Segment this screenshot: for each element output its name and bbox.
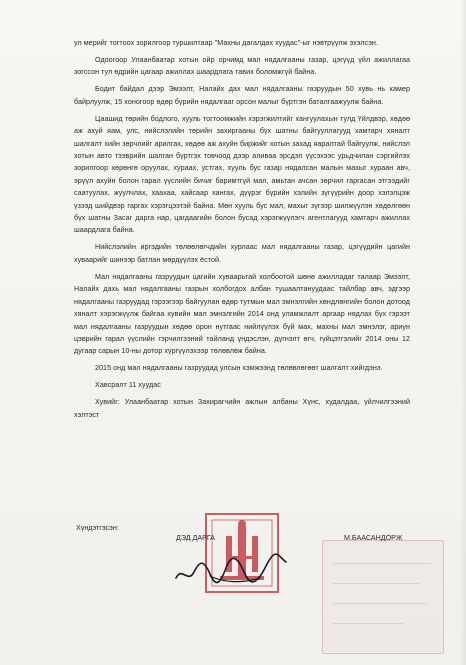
paragraph: Мал нядалгааны газруудын цагийн хуваарьтай холбоотой шөнө ажилладаг талаар Эмээлт, Налайх дахь мал нядалгааны газрын холбогдох албан тушаалтануудаас тайлбар авч, эдгээр нядалгааны газруудад гэрээгээр байгуулан өдөр тутмын мал эмнэлгийн хөндлөнгийн болон дотоод хяналт хэрэгжүүлж байгаа хувийн мал эмнэлгийн 2014 онд уламжлалт аргаар нядлах бүх гэрээт мал нядалгааны газруудын хөдөө орон нутгаас нийлүүлэх бүй мах, махны мал эмнэлэг, ариун цэврийн гарал үүслийн гэрчилгээний тайланд үндэслэн, дүгнэлт өгч, гүйцэтгэлийг 2014 оны 12 дугаар сарын 10-ны дотор хүргүүлэхээр төлөвлөж байна. (74, 272, 410, 356)
paragraph: Цаашид төрийн бодлого, хууль тогтоомжийн хэрэгжилтийг хангуулахын тулд Үйлдвэр, хөдөө аж ахуй яам, улс, нийслэлийн төрийн захиргааны бүх шатны байгууллагууд хамтарч хяналт шалгалт хийн зөрчлийг арилгах, хөдөө аж ахуйн биржийг хотын захад яаралтай байгуулж, нийслэл хотын авто тээврийн шалган бүртгэх товчоод дээр аливаа эрсдэл үүсэхээс урьдчилан сэргийлэх зорилгоор хөрөнгө оруулах, хураах, устгах, хууль бус газар нядалсан малын махыг хураан авч, эрүүл ахуйн болон гарал үүслийн бичиг баримтгүй мал, амьтан ачсан зөрчил гаргасан этгээдийг саатуулах, жуулчлах, хаахаа, хайсаар хангах, дүүрэг бүрийн хэлийн зүгүүрийн доор хэлэлцэж үзээд шийдвэр гаргах хэрэгцээтэй байна. Мөн хууль бус мал, махыг зүгээр шилжүүлэн хөдөлгөөн бүх шатны Засаг дарга нар, цагдаагийн болон бусад хэрэгжүүлэгч агентлагууд хамтарч ажиллах шаардлага байна. (74, 114, 410, 235)
signer-position: ДЭД ДАРГА (176, 534, 216, 542)
paragraph: ул мерийг тогтоох зорилгоор туршилтаар "Махны дагалдах хуудас"-ыг нэвтрүүлж эхэлсэн. (74, 39, 378, 47)
attachment-note: Хавсралт 11 хуудас (95, 381, 161, 390)
page-edge-shadow (460, 0, 466, 665)
paragraph: Нийслэлийн иргэдийн төлөөлөгчдийн хурлаас мал нядалгааны газар, цэгүүдийн цагийн хуваарийг шинээр батлан мөрдүүлэх ёстой. (74, 243, 410, 264)
paragraph: 2015 онд мал нядалгааны газруудад улсын хэмжээнд төлөвлөгөөт шалгалт хийгдэнэ. (95, 364, 383, 373)
handwritten-signature-icon (170, 548, 290, 592)
paragraph: Бодит байдал дээр Эмээлт, Налайх дах мал нядалгааны газруудын 50 хувь нь камер байрлуулж, 15 хоногоор өдөр бүрийн нядалгааг орсон малыг бүртгэн баталгаажуулж байна. (74, 85, 410, 106)
letter-body (74, 37, 410, 426)
registration-stamp (322, 540, 444, 654)
paragraph: Одоогоор Улаанбаатар хотын ойр орчимд мал нядалгааны газар, цэгүүд үйл ажиллагаа зогссон тул өдрийн цагаар ажиллах шаардлага тавих боломжгүй байна. (74, 56, 410, 77)
closing-label: Хүндэтгэсэн: (76, 524, 119, 532)
signer-name: М.БААСАНДОРЖ (344, 534, 403, 542)
copy-recipient-note: Хувийг: Улаанбаатар хотын Захирагчийн ажлын албаны Хүнс, худалдаа, үйлчилгээний хэлтэст (74, 398, 410, 419)
